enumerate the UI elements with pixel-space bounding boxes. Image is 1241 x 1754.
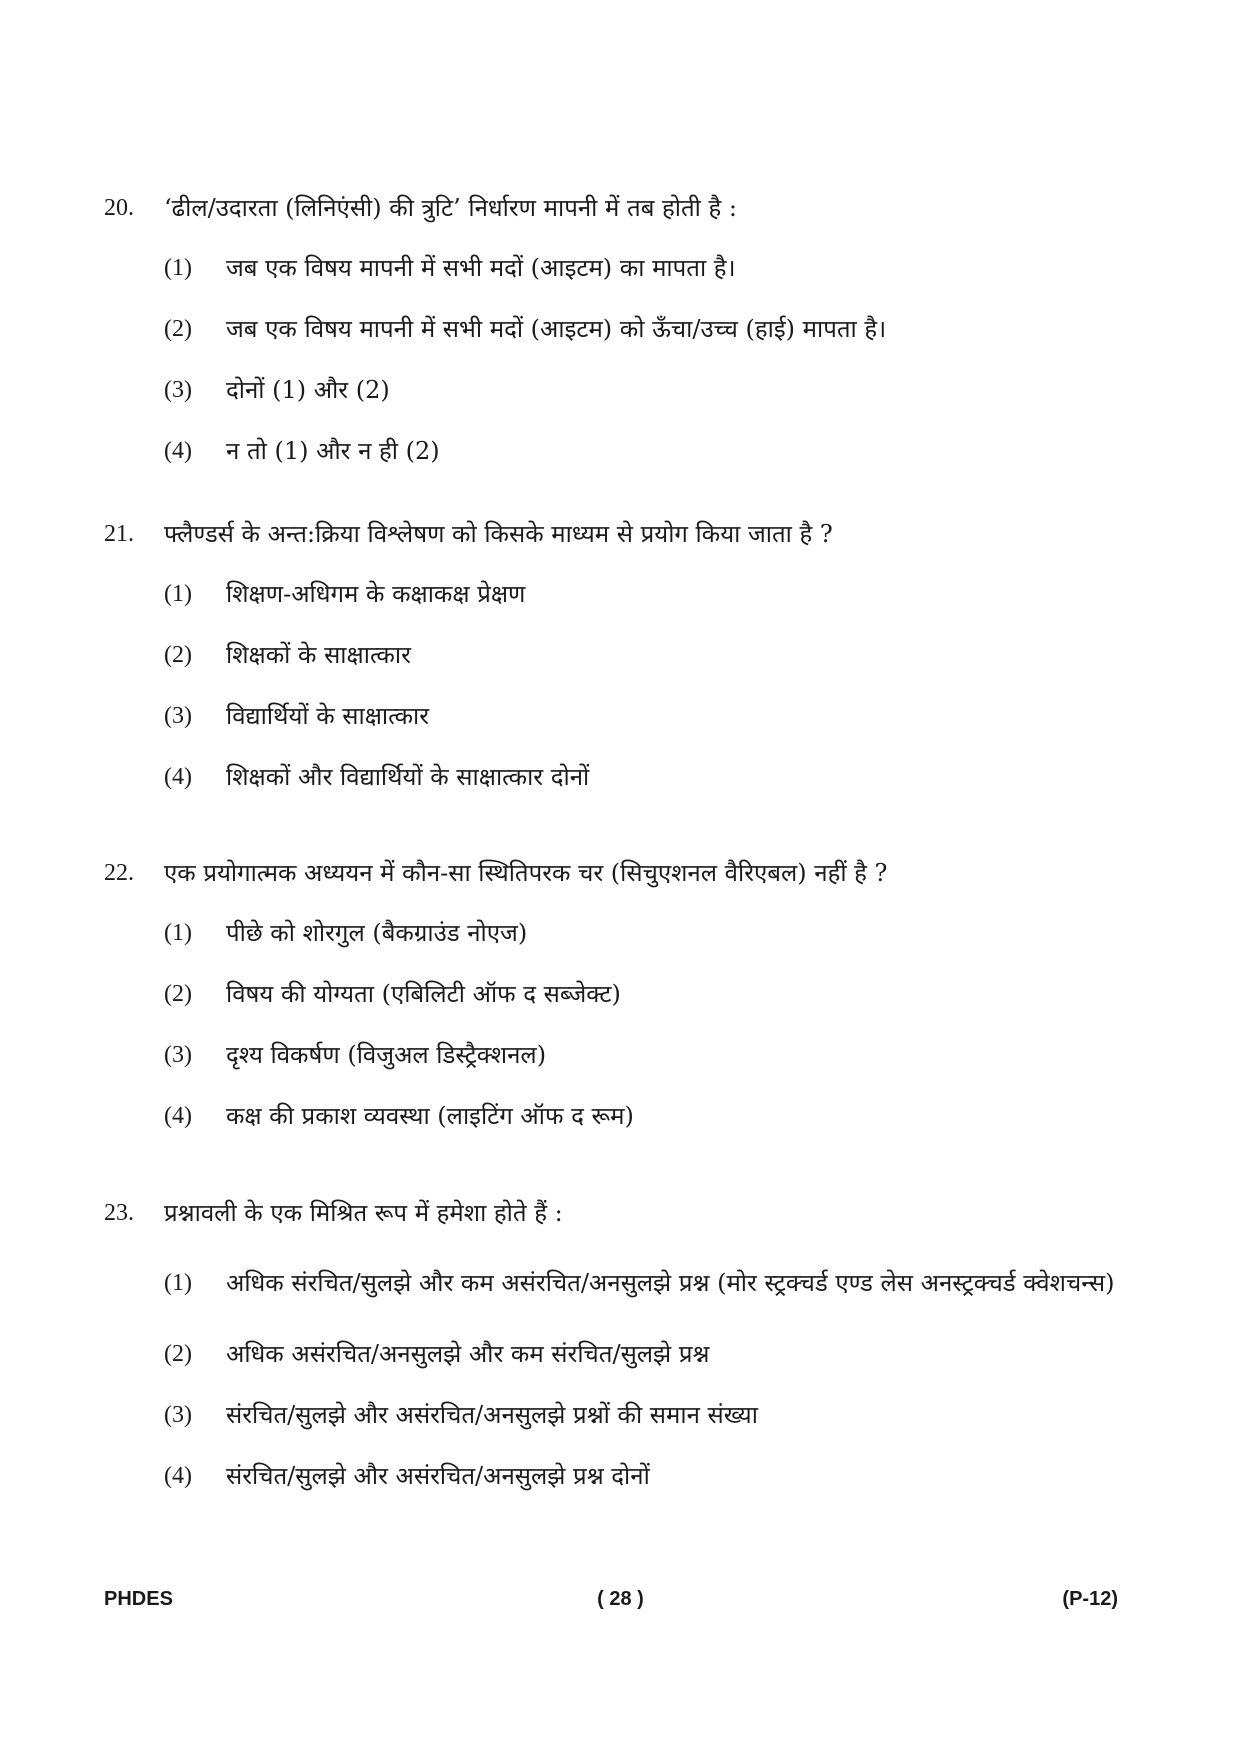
option-4 xyxy=(104,1456,1144,1496)
option-4 xyxy=(104,757,1144,797)
paper-set: (P-12) xyxy=(1062,1588,1118,1610)
option-3 xyxy=(104,1035,1144,1075)
option-1 xyxy=(104,913,1144,953)
option-text: पीछे को शोरगुल (बैकग्राउंड नोएज) xyxy=(226,919,528,947)
option-text: जब एक विषय मापनी में सभी मदों (आइटम) का मापता है। xyxy=(226,254,736,282)
option-number: (4) xyxy=(164,1463,192,1489)
question-stem xyxy=(104,188,1144,228)
option-number: (4) xyxy=(164,1103,192,1129)
option-3 xyxy=(104,370,1144,410)
question-20 xyxy=(104,188,1144,492)
paper-code: PHDES xyxy=(104,1588,173,1610)
question-21 xyxy=(104,514,1144,818)
option-text: विद्यार्थियों के साक्षात्कार xyxy=(226,702,430,730)
question-number: 22. xyxy=(104,860,134,886)
option-text: दृश्य विकर्षण (विजुअल डिस्ट्रैक्शनल) xyxy=(226,1041,547,1069)
option-number: (2) xyxy=(164,316,192,342)
option-2 xyxy=(104,635,1144,675)
question-22 xyxy=(104,853,1144,1157)
option-3 xyxy=(104,696,1144,736)
option-number: (1) xyxy=(164,1270,192,1296)
option-list xyxy=(104,248,1144,471)
question-number: 21. xyxy=(104,521,134,547)
option-number: (3) xyxy=(164,1042,192,1068)
page-number: ( 28 ) xyxy=(597,1588,644,1610)
option-text: अधिक असंरचित/अनसुलझे और कम संरचित/सुलझे प्रश्न xyxy=(226,1340,710,1368)
option-number: (2) xyxy=(164,981,192,1007)
question-text: फ्लैण्डर्स के अन्त:क्रिया विश्लेषण को किसके माध्यम से प्रयोग किया जाता है ? xyxy=(164,520,833,548)
option-text: कक्ष की प्रकाश व्यवस्था (लाइटिंग ऑफ द रूम) xyxy=(226,1102,634,1130)
option-1 xyxy=(104,248,1144,288)
option-text: शिक्षकों और विद्यार्थियों के साक्षात्कार दोनों xyxy=(226,763,590,791)
question-23 xyxy=(104,1193,1144,1517)
option-2 xyxy=(104,309,1144,349)
question-text: प्रश्नावली के एक मिश्रित रूप में हमेशा होते हैं : xyxy=(164,1199,563,1227)
option-1 xyxy=(104,1253,1144,1313)
question-number: 23. xyxy=(104,1200,134,1226)
option-number: (4) xyxy=(164,764,192,790)
option-text: अधिक संरचित/सुलझे और कम असंरचित/अनसुलझे प्रश्न (मोर स्ट्रक्चर्ड एण्ड लेस अनस्ट्रक्चर्ड क्वेशचन्स) xyxy=(226,1269,1115,1297)
option-number: (3) xyxy=(164,377,192,403)
option-4 xyxy=(104,1096,1144,1136)
page-footer xyxy=(0,1588,1241,1618)
option-number: (2) xyxy=(164,1341,192,1367)
option-text: न तो (1) और न ही (2) xyxy=(226,437,440,465)
question-stem xyxy=(104,853,1144,893)
option-number: (1) xyxy=(164,581,192,607)
option-list xyxy=(104,574,1144,797)
option-text: विषय की योग्यता (एबिलिटी ऑफ द सब्जेक्ट) xyxy=(226,980,621,1008)
option-4 xyxy=(104,431,1144,471)
question-text: एक प्रयोगात्मक अध्ययन में कौन-सा स्थितिपरक चर (सिचुएशनल वैरिएबल) नहीं है ? xyxy=(164,859,888,887)
option-number: (1) xyxy=(164,255,192,281)
option-2 xyxy=(104,1334,1144,1374)
option-text: जब एक विषय मापनी में सभी मदों (आइटम) को ऊँचा/उच्च (हाई) मापता है। xyxy=(226,315,887,343)
option-list xyxy=(104,1253,1144,1496)
question-stem xyxy=(104,1193,1144,1233)
option-number: (1) xyxy=(164,920,192,946)
option-text: शिक्षकों के साक्षात्कार xyxy=(226,641,411,669)
option-text: शिक्षण-अधिगम के कक्षाकक्ष प्रेक्षण xyxy=(226,580,526,608)
option-2 xyxy=(104,974,1144,1014)
option-1 xyxy=(104,574,1144,614)
option-number: (3) xyxy=(164,1402,192,1428)
option-number: (3) xyxy=(164,703,192,729)
option-list xyxy=(104,913,1144,1136)
question-text: ‘ढील/उदारता (लिनिएंसी) की त्रुटि’ निर्धारण मापनी में तब होती है : xyxy=(164,194,737,222)
option-number: (2) xyxy=(164,642,192,668)
option-text: संरचित/सुलझे और असंरचित/अनसुलझे प्रश्नों की समान संख्या xyxy=(226,1401,758,1429)
option-number: (4) xyxy=(164,438,192,464)
option-text: संरचित/सुलझे और असंरचित/अनसुलझे प्रश्न दोनों xyxy=(226,1462,650,1490)
option-3 xyxy=(104,1395,1144,1435)
option-text: दोनों (1) और (2) xyxy=(226,376,390,404)
question-stem xyxy=(104,514,1144,554)
question-number: 20. xyxy=(104,195,134,221)
